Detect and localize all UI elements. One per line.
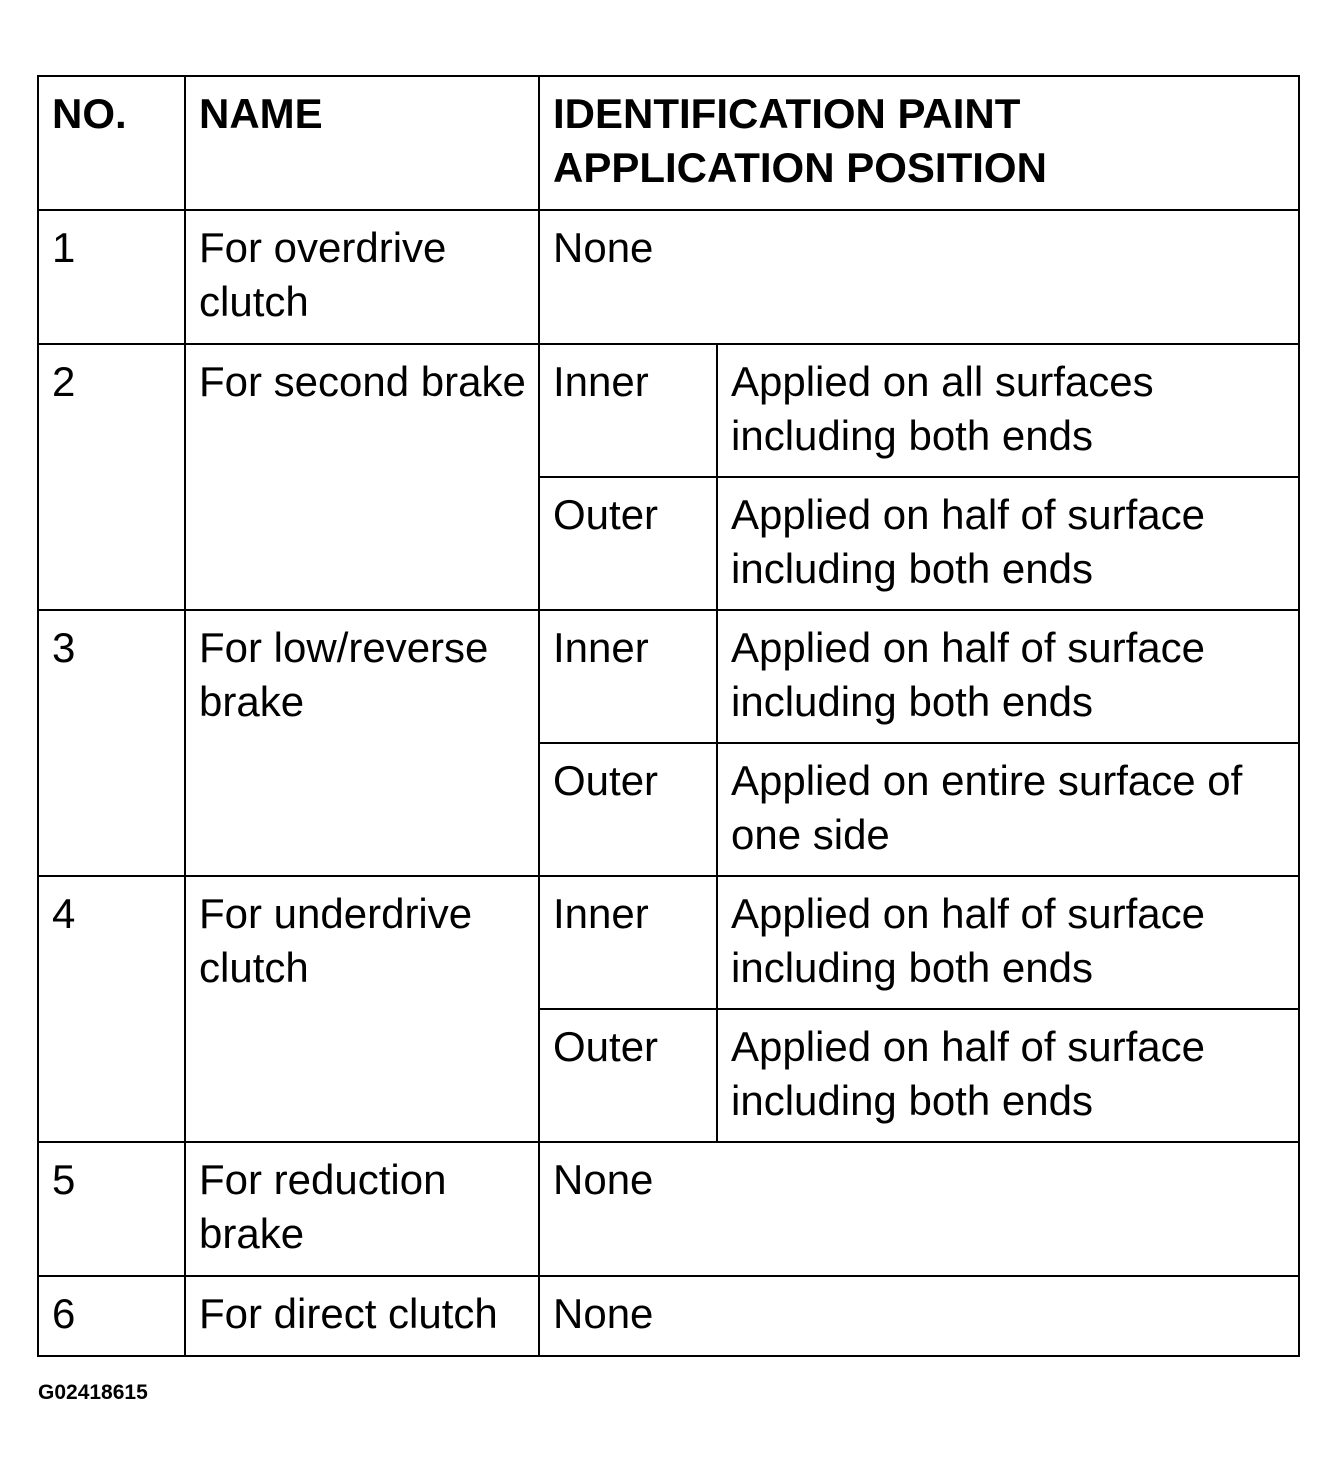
- table-row: [38, 1276, 1299, 1356]
- table-row: [38, 344, 1299, 477]
- cell-application-outer: Applied on entire surface of one side: [717, 743, 1299, 876]
- cell-side-outer: Outer: [539, 1009, 717, 1142]
- cell-application-outer: Applied on half of surface including both ends: [717, 1009, 1299, 1142]
- cell-no: 5: [38, 1142, 185, 1276]
- cell-position: None: [539, 1142, 1299, 1276]
- cell-no: 3: [38, 610, 185, 876]
- cell-no: 6: [38, 1276, 185, 1356]
- cell-application-inner: Applied on all surfaces including both ends: [717, 344, 1299, 477]
- table-row: [38, 876, 1299, 1009]
- cell-name: For underdrive clutch: [185, 876, 539, 1142]
- cell-position: None: [539, 1276, 1299, 1356]
- cell-name: For reduction brake: [185, 1142, 539, 1276]
- header-no: [38, 76, 185, 210]
- cell-side-outer: Outer: [539, 743, 717, 876]
- paint-identification-table: [37, 75, 1300, 1357]
- cell-side-inner: Inner: [539, 876, 717, 1009]
- header-name-label: NAME: [199, 90, 323, 137]
- table-row: [38, 210, 1299, 344]
- cell-name: For overdrive clutch: [185, 210, 539, 344]
- header-row: [38, 76, 1299, 210]
- header-no-label: NO.: [52, 90, 127, 137]
- header-position-line2: APPLICATION POSITION: [553, 144, 1047, 191]
- cell-side-inner: Inner: [539, 610, 717, 743]
- cell-name: For low/reverse brake: [185, 610, 539, 876]
- table-row: [38, 610, 1299, 743]
- cell-application-outer: Applied on half of surface including both ends: [717, 477, 1299, 610]
- cell-no: 1: [38, 210, 185, 344]
- cell-no: 2: [38, 344, 185, 610]
- header-position-line1: IDENTIFICATION PAINT: [553, 90, 1021, 137]
- cell-application-inner: Applied on half of surface including both ends: [717, 610, 1299, 743]
- header-position: [539, 76, 1299, 210]
- header-name: [185, 76, 539, 210]
- cell-name: For direct clutch: [185, 1276, 539, 1356]
- figure-id: G02418615: [38, 1381, 148, 1404]
- cell-side-outer: Outer: [539, 477, 717, 610]
- cell-no: 4: [38, 876, 185, 1142]
- cell-application-inner: Applied on half of surface including both ends: [717, 876, 1299, 1009]
- cell-name: For second brake: [185, 344, 539, 610]
- table-row: [38, 1142, 1299, 1276]
- cell-position: None: [539, 210, 1299, 344]
- cell-side-inner: Inner: [539, 344, 717, 477]
